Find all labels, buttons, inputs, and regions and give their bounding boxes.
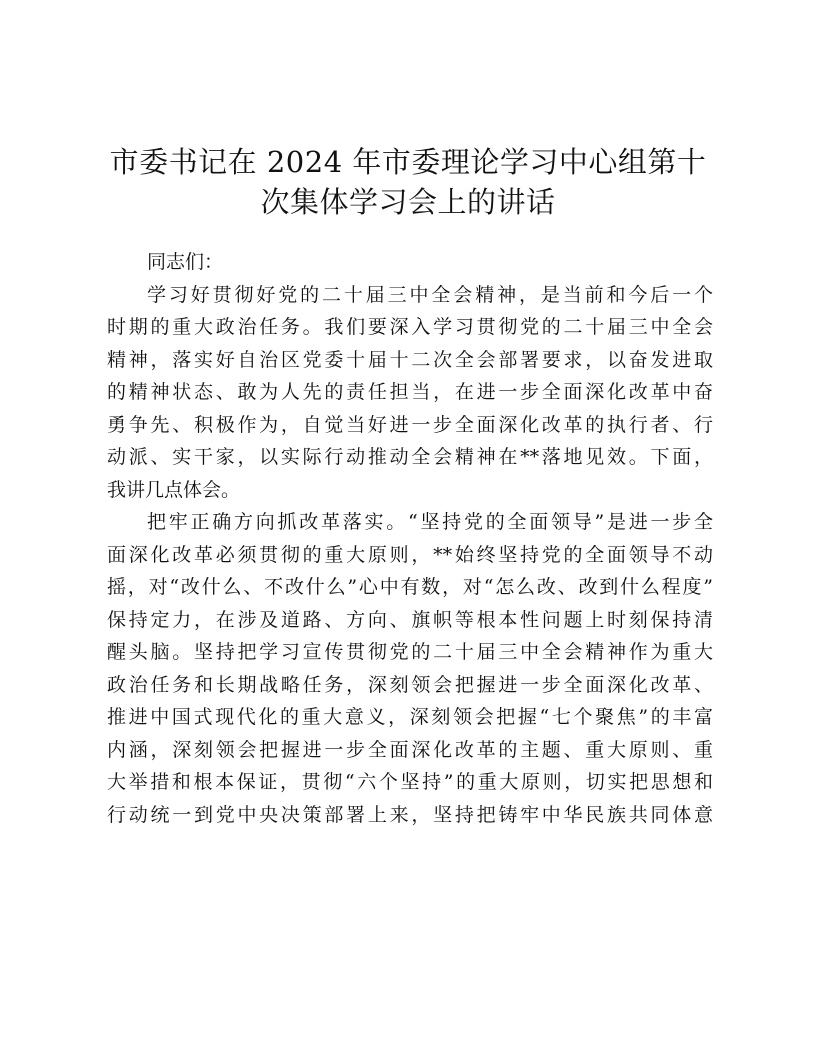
title-line-1: 市委书记在 2024 年市委理论学习中心组第十 <box>109 145 707 179</box>
title-line-2: 次集体学习会上的讲话 <box>260 185 556 219</box>
document-body <box>107 246 713 831</box>
paragraph-2-line: 行动统一到党中央决策部署上来，坚持把铸牢中华民族共同体意 <box>107 803 713 826</box>
salutation: 同志们： <box>147 251 224 273</box>
paragraph-2-line: 政治任务和长期战略任务，深刻领会把握进一步全面深化改革、 <box>107 673 713 696</box>
paragraph-2-line: 摇，对“改什么、不改什么”心中有数，对“怎么改、改到什么程度” <box>107 576 713 598</box>
paragraph-2-line: 醒头脑。坚持把学习宣传贯彻党的二十届三中全会精神作为重大 <box>107 641 713 663</box>
paragraph-2-line: 面深化改革必须贯彻的重大原则，**始终坚持党的全面领导不动 <box>107 543 713 566</box>
paragraph-1-line: 精神，落实好自治区党委十届十二次全会部署要求，以奋发进取 <box>107 348 713 371</box>
paragraph-1-line: 动派、实干家，以实际行动推动全会精神在**落地见效。下面， <box>107 446 713 468</box>
paragraph-1-line: 勇争先、积极作为，自觉当好进一步全面深化改革的执行者、行 <box>107 413 713 436</box>
paragraph-2-line: 把牢正确方向抓改革落实。“坚持党的全面领导”是进一步全 <box>147 511 713 533</box>
document-title <box>100 142 716 222</box>
paragraph-1-line: 学习好贯彻好党的二十届三中全会精神，是当前和今后一个 <box>147 283 713 306</box>
paragraph-2-line: 保持定力，在涉及道路、方向、旗帜等根本性问题上时刻保持清 <box>107 608 713 631</box>
paragraph-2-line: 大举措和根本保证，贯彻“六个坚持”的重大原则，切实把思想和 <box>107 771 713 793</box>
paragraph-2-line: 内涵，深刻领会把握进一步全面深化改革的主题、重大原则、重 <box>107 738 713 761</box>
paragraph-1-line: 我讲几点体会。 <box>107 478 241 501</box>
paragraph-1-line: 的精神状态、敢为人先的责任担当，在进一步全面深化改革中奋 <box>107 381 713 403</box>
paragraph-1-line: 时期的重大政治任务。我们要深入学习贯彻党的二十届三中全会 <box>107 316 713 338</box>
paragraph-2-line: 推进中国式现代化的重大意义，深刻领会把握“七个聚焦”的丰富 <box>107 706 713 728</box>
